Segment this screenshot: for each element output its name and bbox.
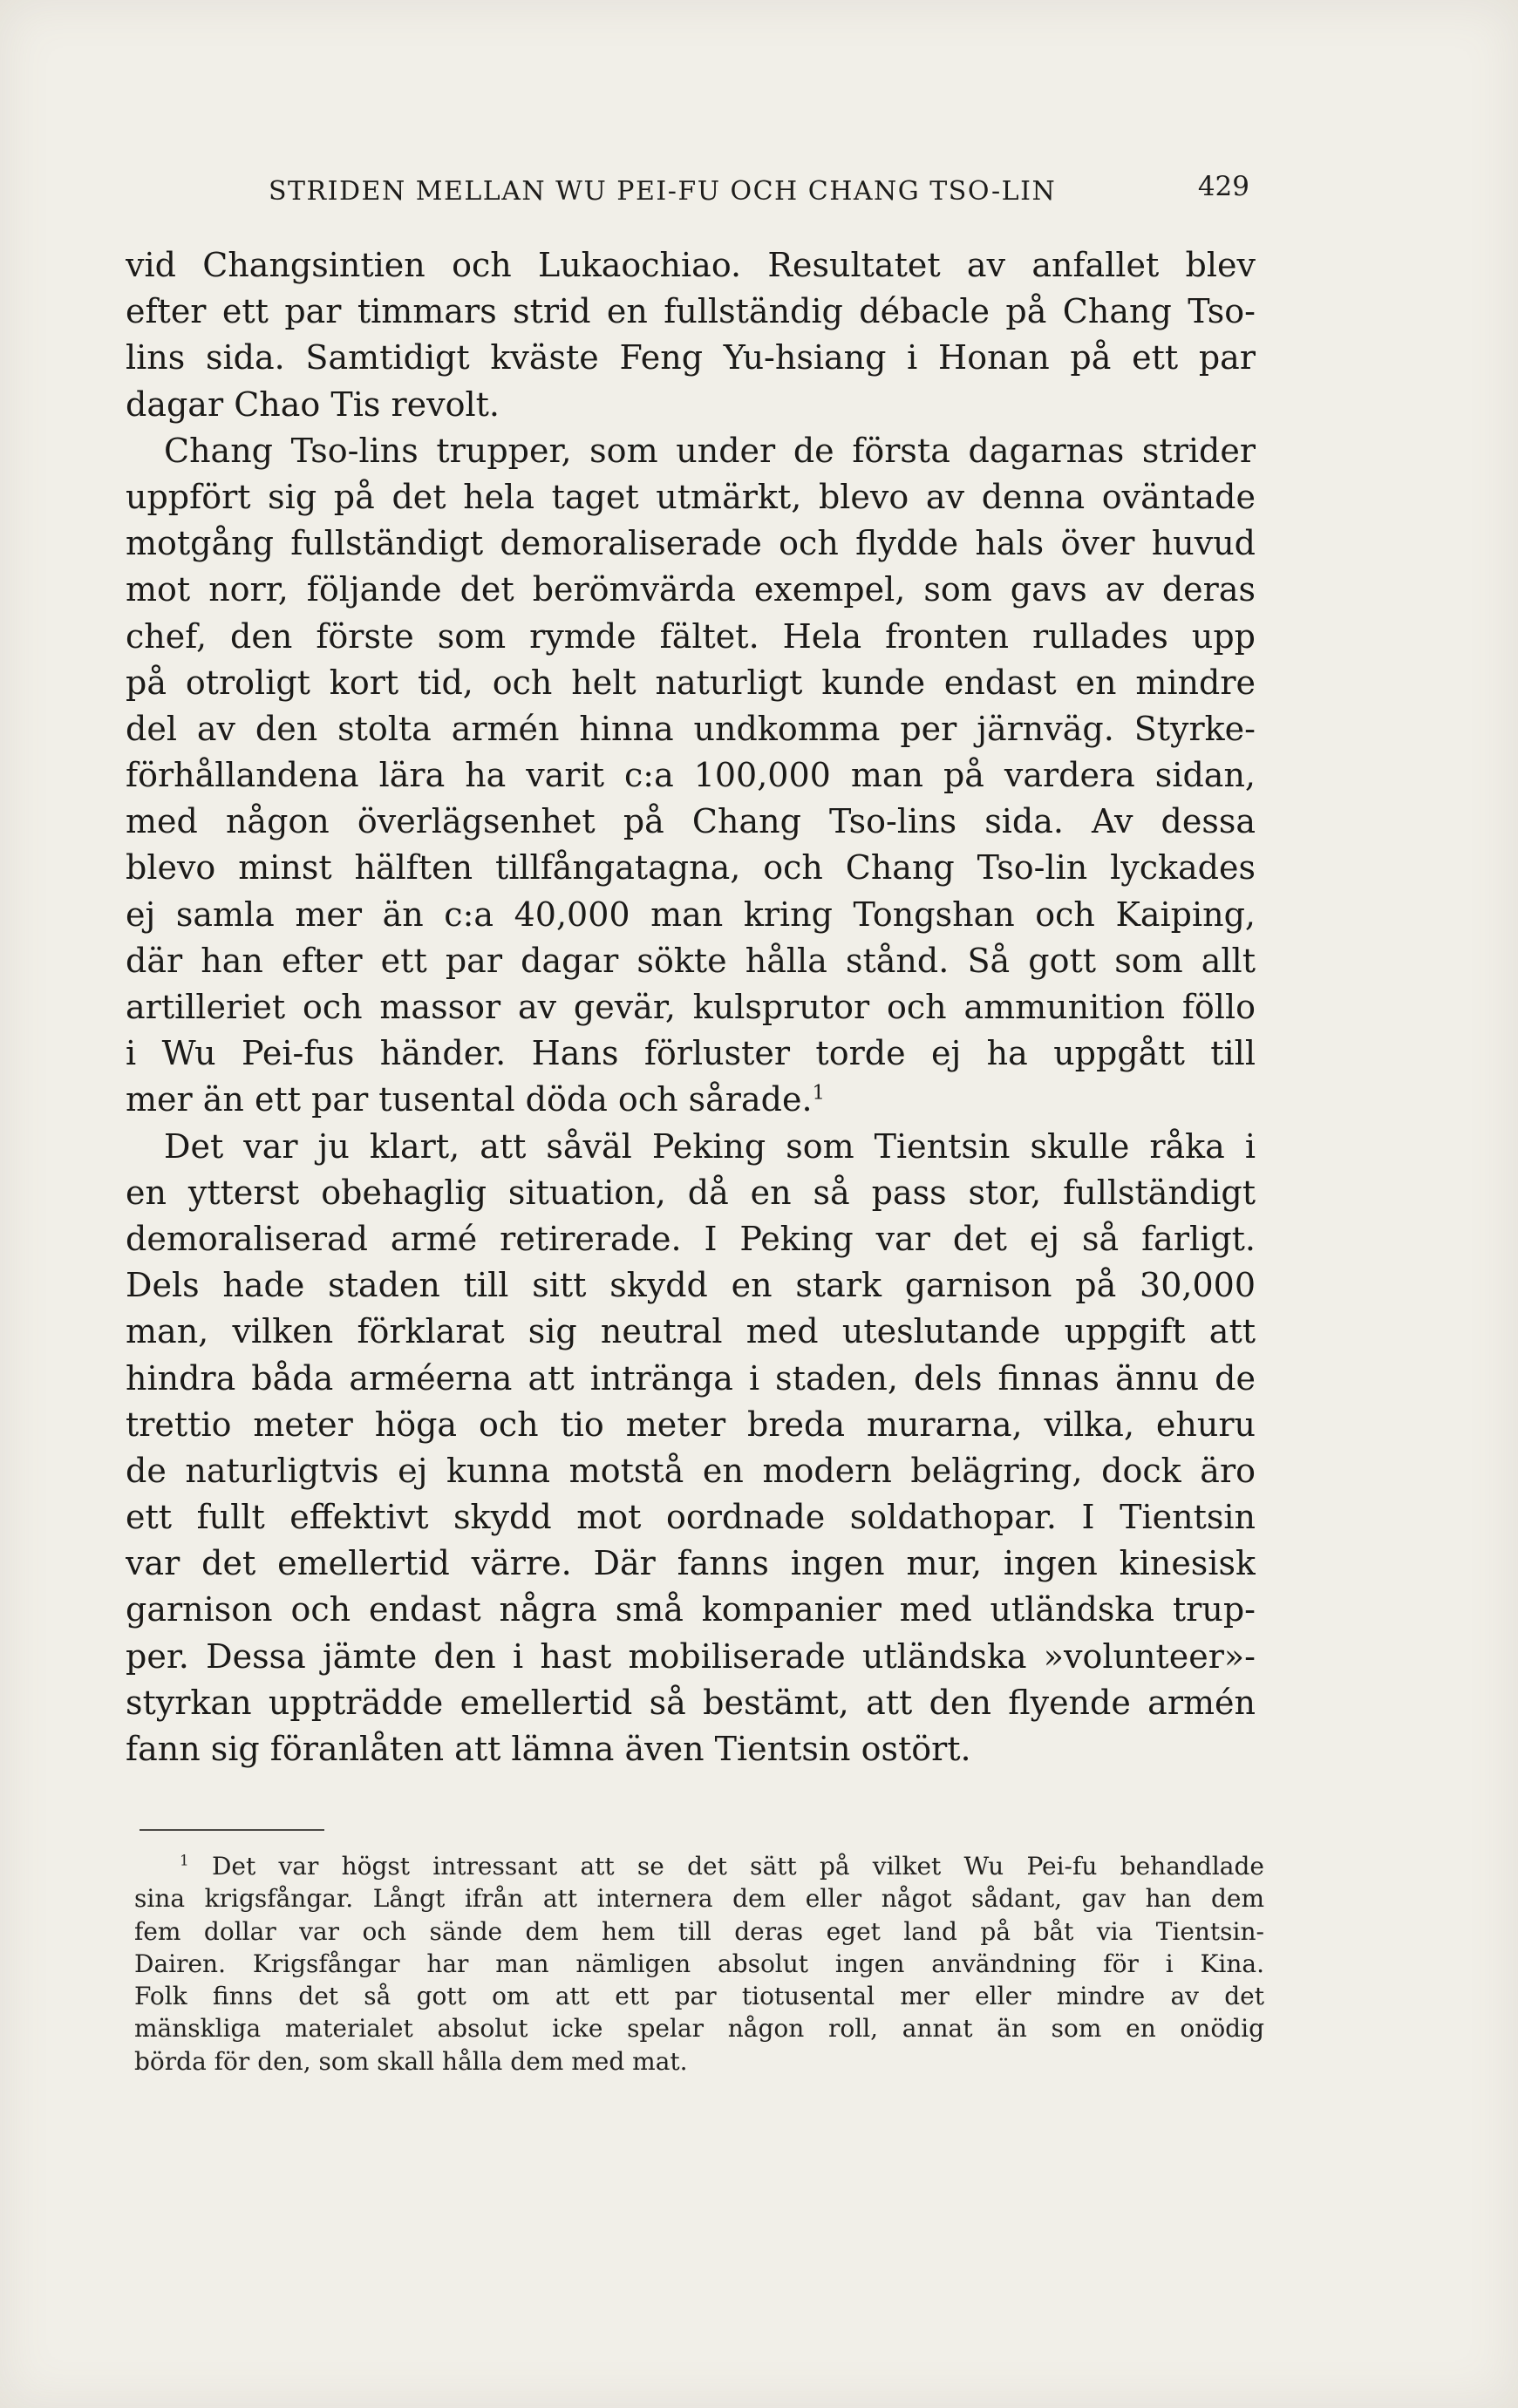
- text-line: trettio meter höga och tio meter breda murarna, vilka, ehuru: [126, 1405, 1256, 1444]
- footnote-reference: 1: [812, 1081, 826, 1105]
- footnote-line-content: Det var högst intressant att se det sätt på vilket Wu Pei-fu behandlade: [211, 1852, 1264, 1881]
- text-line: hindra båda arméerna att intränga i staden, dels finnas ännu de: [126, 1358, 1256, 1398]
- text-line: ett fullt effektivt skydd mot oordnade soldathopar. I Tientsin: [126, 1498, 1256, 1537]
- text-line: ej samla mer än c:a 40,000 man kring Tongshan och Kaiping,: [126, 894, 1256, 934]
- footnote-marker: 1: [180, 1851, 189, 1869]
- text-line: de naturligtvis ej kunna motstå en modern belägring, dock äro: [126, 1451, 1256, 1490]
- text-line: efter ett par timmars strid en fullständig débacle på Chang Tso-: [126, 292, 1256, 331]
- text-line: i Wu Pei-fus händer. Hans förluster torde ej ha uppgått till: [126, 1034, 1256, 1073]
- text-line: artilleriet och massor av gevär, kulsprutor och ammunition föllo: [126, 988, 1256, 1026]
- footnote-line: Folk finns det så gott om att ett par tiotusental mer eller mindre av det: [134, 1982, 1264, 2011]
- running-title: STRIDEN MELLAN WU PEI-FU OCH CHANG TSO-LIN: [269, 176, 1057, 207]
- text-line: där han efter ett par dagar sökte hålla stånd. Så gott som allt: [126, 941, 1256, 980]
- text-line-content: mer än ett par tusental döda och sårade.: [126, 1080, 813, 1119]
- text-line: demoraliserad armé retirerade. I Peking var det ej så farligt.: [126, 1219, 1256, 1258]
- text-line-with-footnote-ref: [126, 1077, 1256, 1123]
- text-line: en ytterst obehaglig situation, då en så pass stor, fullständigt: [126, 1173, 1256, 1212]
- text-line: fann sig föranlåten att lämna även Tientsin ostört.: [126, 1730, 971, 1768]
- footnote-rule: [140, 1829, 324, 1831]
- text-line: blevo minst hälften tillfångatagna, och Chang Tso-lin lyckades: [126, 848, 1256, 888]
- text-line: vid Changsintien och Lukaochiao. Resultatet av anfallet blev: [126, 246, 1256, 284]
- footnote-line: mänskliga materialet absolut icke spelar någon roll, annat än som en onödig: [134, 2014, 1264, 2044]
- footnote-line: sina krigsfångar. Långt ifrån att internera dem eller något sådant, gav han dem: [134, 1884, 1264, 1914]
- text-line: styrkan uppträdde emellertid så bestämt, att den flyende armén: [126, 1683, 1256, 1722]
- page-number: 429: [1197, 171, 1249, 202]
- text-line: chef, den förste som rymde fältet. Hela fronten rullades upp: [126, 616, 1256, 656]
- text-line: var det emellertid värre. Där fanns ingen mur, ingen kinesisk: [126, 1544, 1256, 1583]
- footnote-line-first: [134, 1850, 1264, 1882]
- text-line: Dels hade staden till sitt skydd en stark garnison på 30,000: [126, 1266, 1256, 1305]
- text-line: uppfört sig på det hela taget utmärkt, blevo av denna oväntade: [126, 477, 1256, 516]
- text-line: mot norr, följande det berömvärda exempel, som gavs av deras: [126, 570, 1256, 609]
- text-line: motgång fullständigt demoraliserade och flydde hals över huvud: [126, 524, 1256, 563]
- running-head: [269, 171, 1249, 214]
- text-line: man, vilken förklarat sig neutral med uteslutande uppgift att: [126, 1312, 1256, 1351]
- text-line: med någon överlägsenhet på Chang Tso-lins sida. Av dessa: [126, 802, 1256, 841]
- footnote-line: fem dollar var och sände dem hem till deras eget land på båt via Tientsin-: [134, 1916, 1264, 1946]
- text-line: Det var ju klart, att såväl Peking som Tientsin skulle råka i: [164, 1126, 1256, 1166]
- text-line: per. Dessa jämte den i hast mobiliserade utländska »volunteer»-: [126, 1636, 1256, 1676]
- text-line: del av den stolta armén hinna undkomma per järnväg. Styrke-: [126, 709, 1256, 748]
- text-line: garnison och endast några små kompanier med utländska trup-: [126, 1590, 1256, 1629]
- footnote-line: Dairen. Krigsfångar har man nämligen absolut ingen användning för i Kina.: [134, 1949, 1264, 1978]
- text-line: dagar Chao Tis revolt.: [126, 384, 500, 424]
- text-line: Chang Tso-lins trupper, som under de första dagarnas strider: [164, 431, 1256, 470]
- text-line: på otroligt kort tid, och helt naturligt kunde endast en mindre: [126, 663, 1256, 702]
- footnote-line: börda för den, som skall hålla dem med mat.: [134, 2046, 688, 2076]
- text-line: förhållandena lära ha varit c:a 100,000 man på vardera sidan,: [126, 756, 1256, 795]
- footnotes: [134, 1850, 1264, 2078]
- text-line: lins sida. Samtidigt kväste Feng Yu-hsiang i Honan på ett par: [126, 338, 1256, 378]
- body-text: [126, 242, 1256, 1772]
